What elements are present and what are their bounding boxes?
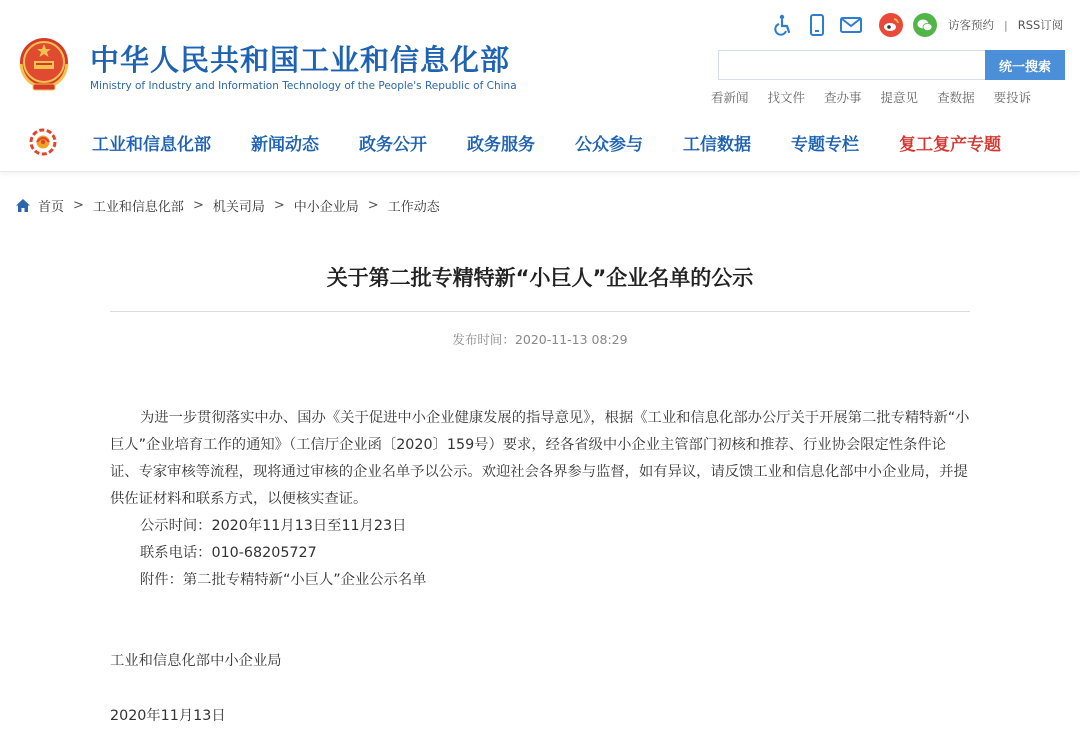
- breadcrumb-work-updates[interactable]: 工作动态: [387, 200, 440, 215]
- search-input[interactable]: [718, 50, 985, 80]
- article-paragraph: 为进一步贯彻落实中办、国办《关于促进中小企业健康发展的指导意见》，根据《工业和信息化部办公厅关于开展第二批专精特新“小巨人”企业培育工作的通知》（工信厅企业函〔2020〕159号）要求，经各省级中小企业主管部门初核和推荐、行业协会限定性条件论证、专家审核等流程，现将通过审核的企业名单予以公示。欢迎社会各界参与监督，如有异议，请反馈工业和信息化部中小企业局，并提供佐证材料和联系方式，以便核实查证。: [110, 410, 970, 507]
- quick-link-suggestions[interactable]: 提意见: [880, 90, 919, 105]
- nav-items: [72, 112, 1021, 172]
- quick-link-data[interactable]: 查数据: [937, 90, 975, 105]
- national-emblem-icon[interactable]: [15, 34, 73, 94]
- breadcrumb-departments[interactable]: 机关司局: [212, 200, 265, 215]
- quick-link-news[interactable]: 看新闻: [711, 90, 749, 105]
- nav-item-gov-affairs[interactable]: 政务公开: [359, 134, 427, 155]
- issue-date: 2020年11月13日: [110, 708, 226, 724]
- nav-item-gov-services[interactable]: 政务服务: [467, 134, 535, 155]
- contact-phone-label: 联系电话：: [140, 545, 212, 561]
- visitor-appointment-link[interactable]: 访客预约: [948, 18, 994, 32]
- breadcrumb-separator: >: [73, 198, 84, 213]
- nav-item-special-columns[interactable]: 专题专栏: [791, 134, 859, 155]
- breadcrumb-miit[interactable]: 工业和信息化部: [92, 200, 184, 215]
- attachment-link[interactable]: 第二批专精特新“小巨人”企业公示名单: [182, 572, 427, 588]
- mail-icon[interactable]: [838, 12, 864, 38]
- publish-time-label: 发布时间：: [452, 332, 515, 347]
- wechat-icon[interactable]: [912, 12, 938, 38]
- contact-phone-value: 010-68205727: [211, 545, 317, 561]
- utility-bar: [770, 12, 1063, 38]
- publish-time: [110, 330, 970, 348]
- attachment-label: 附件：: [140, 572, 183, 588]
- notice-period-value: 2020年11月13日至11月23日: [211, 518, 407, 534]
- nav-item-public-participation[interactable]: 公众参与: [575, 134, 643, 155]
- mobile-icon[interactable]: [804, 12, 830, 38]
- nav-item-data[interactable]: 工信数据: [683, 134, 751, 155]
- title-divider: [110, 311, 970, 312]
- breadcrumb-separator: >: [273, 198, 285, 213]
- weibo-icon[interactable]: [878, 12, 904, 38]
- breadcrumb-home[interactable]: 首页: [38, 200, 65, 215]
- site-subtitle: Ministry of Industry and Information Technology of the People's Republic of China: [90, 80, 517, 92]
- notice-period-line: [110, 513, 970, 540]
- breadcrumb: [15, 196, 440, 215]
- rss-subscribe-link[interactable]: RSS订阅: [1017, 18, 1064, 32]
- accessibility-icon[interactable]: [770, 12, 796, 38]
- quick-link-services[interactable]: 查办事: [824, 90, 862, 105]
- unified-search-button[interactable]: 统一搜索: [985, 50, 1065, 80]
- quick-links: [711, 88, 1050, 106]
- attachment-line: [110, 567, 970, 594]
- util-separator: |: [1004, 18, 1008, 32]
- notice-period-label: 公示时间：: [140, 518, 212, 534]
- article-title: 关于第二批专精特新“小巨人”企业名单的公示: [326, 266, 754, 290]
- nav-item-news[interactable]: 新闻动态: [251, 134, 319, 155]
- article-body: [110, 405, 970, 594]
- breadcrumb-sme-bureau[interactable]: 中小企业局: [293, 200, 359, 215]
- home-icon[interactable]: [15, 198, 31, 213]
- ministry-logo-icon[interactable]: [28, 128, 58, 156]
- breadcrumb-separator: >: [192, 198, 204, 213]
- main-navigation: [0, 112, 1080, 172]
- nav-item-resumption-topic[interactable]: 复工复产专题: [899, 134, 1001, 155]
- issuing-department: 工业和信息化部中小企业局: [110, 653, 282, 669]
- quick-link-complaints[interactable]: 要投诉: [993, 90, 1032, 105]
- publish-time-value: 2020-11-13 08:29: [514, 332, 628, 347]
- contact-phone-line: [110, 540, 970, 567]
- site-header: [0, 0, 1080, 110]
- nav-item-miit[interactable]: 工业和信息化部: [92, 134, 211, 155]
- site-title[interactable]: 中华人民共和国工业和信息化部: [90, 43, 511, 77]
- breadcrumb-separator: >: [367, 198, 379, 213]
- quick-link-documents[interactable]: 找文件: [767, 90, 806, 105]
